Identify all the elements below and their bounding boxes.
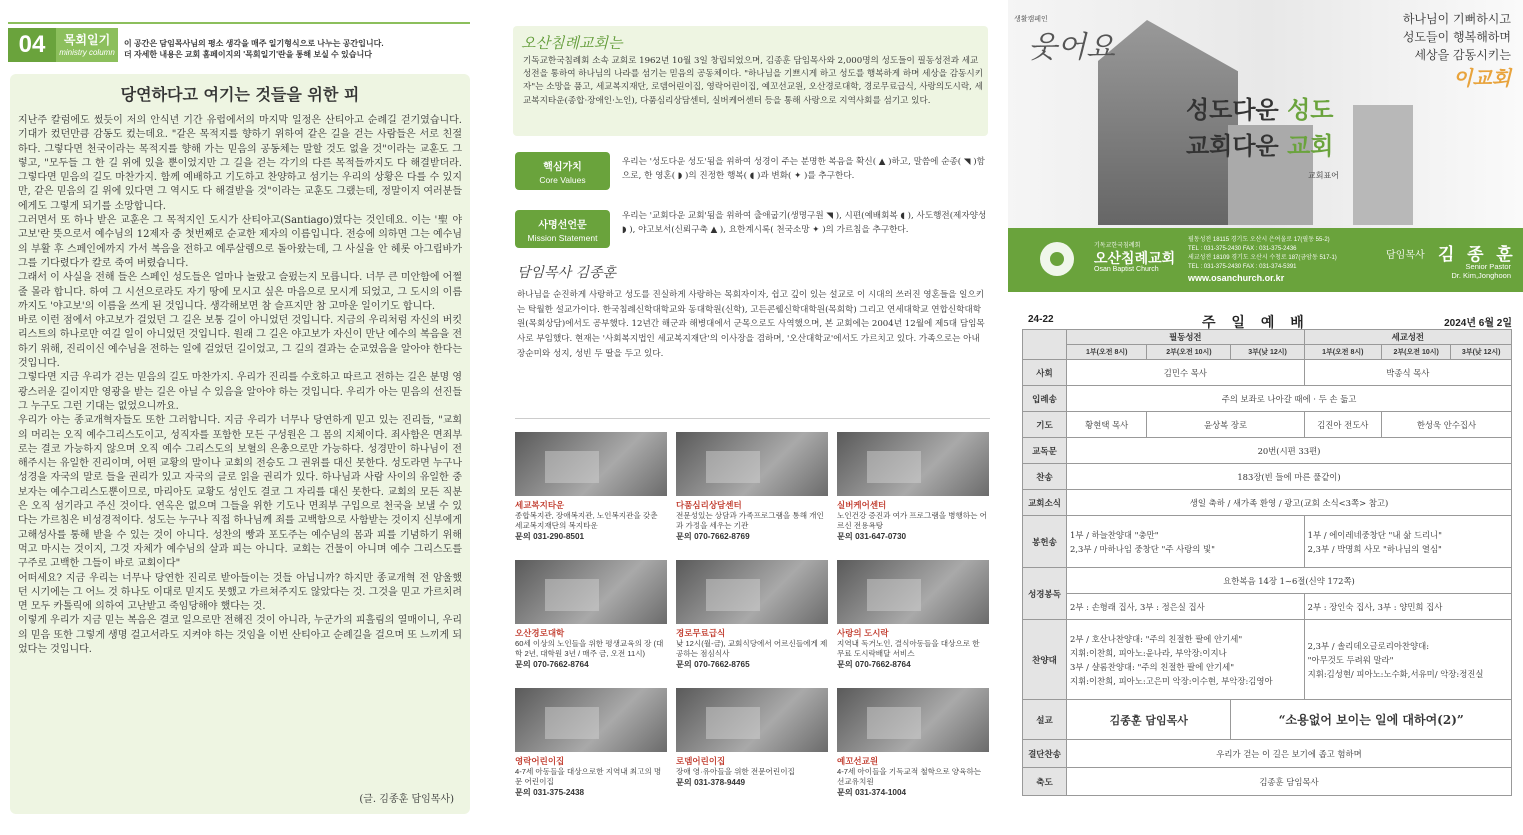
slogan-line-2: 성도들이 행복해하며 bbox=[1402, 30, 1511, 44]
bulletin-cover-page bbox=[1008, 0, 1523, 835]
core-values-label: 핵심가치 bbox=[543, 162, 582, 173]
row-label: 기도 bbox=[1023, 412, 1067, 438]
ministry-desc: 전문성있는 상담과 가족프로그램을 통해 개인과 가정을 세우는 기관 bbox=[676, 511, 824, 530]
row-label: 찬양대 bbox=[1023, 620, 1067, 700]
row-label: 결단찬송 bbox=[1023, 740, 1067, 768]
category-label-en: ministry column bbox=[59, 48, 115, 57]
ministry-card bbox=[837, 560, 989, 688]
closing-hymn: 우리가 걷는 이 길은 보기에 좁고 험하며 bbox=[1067, 740, 1512, 768]
column-header bbox=[8, 22, 470, 66]
ministry-card bbox=[515, 560, 667, 688]
cover-motto bbox=[1186, 92, 1333, 164]
choir-line: 지휘:이찬희, 피아노:고은미 악장:이수현, 부악장:김영아 bbox=[1070, 675, 1273, 686]
prayer-leader: 김진아 전도사 bbox=[1304, 412, 1381, 438]
website: www.osanchurch.or.kr bbox=[1188, 273, 1285, 283]
ministry-photo bbox=[515, 432, 667, 496]
offertory-line: 2,3부 / 마하나임 중창단 "주 사랑의 빛" bbox=[1070, 543, 1215, 554]
choir-1 bbox=[1067, 620, 1305, 700]
ministry-name: 로뎀어린이집 bbox=[676, 756, 726, 766]
ministry-photo bbox=[676, 560, 828, 624]
sermon-preacher: 김종훈 담임목사 bbox=[1067, 700, 1231, 740]
ministry-desc: 60세 이상의 노인들을 위한 평생교육의 장 (대학 2년, 대학원 3년 / 매주 금, 오전 11시) bbox=[515, 639, 664, 658]
ministry-phone: 문의 031-374-1004 bbox=[837, 788, 907, 797]
hymn: 183장(빈 들에 마른 풀같이) bbox=[1067, 464, 1512, 490]
benediction: 김종훈 담임목사 bbox=[1067, 768, 1512, 796]
prayer-leader: 한성욱 안수집사 bbox=[1381, 412, 1511, 438]
column-body: 지난주 칼럼에도 썼듯이 저의 안식년 기간 유럽에서의 마지막 일정은 산티아고 순례길 걷기였습니다. 기대가 컸던만큼 감동도 컸는데요. "같은 목적지를 향하기 위하여 같은 길을 걷는 사람들은 서로 친절하다. 그렇다면 천국이라는 목적지를 향해 가는 믿음의 공동체는 말할 것도 없을 것"이라는 교훈도 그렇고, "모두들 그 한 길 위에 있을 뿐이었지만 그 길을 걷는 각기의 다른 목적들까지도 다 해결받더라. 그렇다면 믿음의 길도 마찬가지. 함께 예배하고 기도하고 찬양하고 섬기는 우리의 상황은 다를 수 있지만, 같은 믿음의 길 위에 있다면 그 역시도 다 해결받을 것"이라는 교훈도 그랬는데, 정말이지 여러분들에게도 그렇게 되기를 소망합니다. 그러면서 또 하나 받은 교훈은 그 목적지인 도시가 산티아고(Santiago)였다는 것인데요. 이는 '聖 야고보'란 뜻으로서 예수님의 12제자 중 첫번째로 순교한 제자의 이름입니다. 전승에 의하면 그는 예수님의 부활 후 스페인에까지 가서 복음을 전하고 예루살렘으로 돌아왔는데, 그 사실을 안 헤롯 아그립바가 그를 기다렸다가 칼로 죽여 버렸습니다. 그래서 이 사실을 전해 들은 스페인 성도들은 얼마나 놀랐고 슬펐는지 모릅니다. 너무 큰 미안함에 어쩔 줄 몰라 합니다. 하여 그 시선으로라도 자기 땅에 모시고 싶은 마음으로 모시게 되었고, 그 도시의 이름까지도 '야고보'의 이름을 쓰게 된 것입니다. 생각해보면 참 슬프지만 참 고마운 일이기도 합니다. 바로 이런 점에서 야고보가 걸었던 그 길은 보통 길이 아니었던 것입니다. 지금의 우리처럼 자신의 버킷리스트의 하나로만 여길 일이 아니었던 것입니다. 원래 그 길은 야고보가 자신이 만난 예수의 복음을 전하기 위해, 진리이신 예수님을 전하는 일에 걸었던 길이었고, 그 길의 결과는 순교였음을 알아야 한다는 것입니다. 그렇다면 지금 우리가 걷는 믿음의 길도 마찬가지. 우리가 진리를 수호하고 따르고 전하는 길은 분명 영광스러운 길이지만 영광을 받는 길은 아닐 수 있음을 알아야 하는 것입니다. 우리가 아는 믿음의 선진들 그 누구도 그런 기대는 없었으니까요. 우리가 아는 종교개혁자들도 또한 그러합니다. 지금 우리가 너무나 당연하게 믿고 있는 진리들, "교회의 머리는 오직 예수그리스도이고, 성직자를 포함한 모든 구성원은 그 몸의 지체이다. 죄사함은 면죄부로는 결코 가능하지 않으며 오직 예수 그리스도의 보혈의 은총으로만 가능하다. 성경만이 하나님이 전해주시는 유일한 진리이며, 어떤 교황의 말이나 교회의 전승도 그 권위를 대신 못한다. 성도라면 누구나 성경을 자국의 말로 들을 권리가 있고 자국의 글로 읽을 권리가 있다. 하나님과 사람 사이의 유일한 중보자는 예수그리스도뿐이므로, 마리아도 교황도 성인도 결코 그 자리를 대신 못한다. 교회의 모든 직분은 오직 섬기라고 주신 것이다. 연옥은 없으며 그들을 위한 기도나 면죄부 구입으로 천국을 보낼 수 있다는 가르침은 비성경적이다. 성도는 누구나 직접 하나님께 죄를 고백함으로 사함받는 것이지 신부에게 고해성사를 통해 받을 수 있는 것이 아니다. 성찬의 빵과 포도주는 예수님의 몸과 피를 기념하기 위해 먹고 마시는 것이지, 그것 자체가 예수님의 살과 피는 아니다. 교회는 건물이 아니며 예수 그리스도를 구주로 고백한 그들이 바로 교회이다" 어떠세요? 지금 우리는 너무나 당연한 진리로 받아들이는 것들 아닙니까? 하지만 종교개혁 전 암울했던 시기에는 그 어느 것 하나도 이대로 믿지도 못했고 가르쳐주지도 않았다는 것. 그것을 믿고 가르치려면 모두 카톨릭에 의하여 고난받고 죽임당해야 했다는 것. 이렇게 우리가 지금 믿는 복음은 결코 일으로만 전해진 것이 아니라, 누군가의 피흘림의 열매이니, 우리의 믿음 또한 그렇게 생명 걸고서라도 지켜야 하는 것임을 이번 산티아고 순례길을 걸으며 또 느끼게 되었다는 것입니다. bbox=[18, 115, 462, 655]
addr1-tel: TEL : 031-375-2430 FAX : 031-375-2436 bbox=[1188, 246, 1297, 252]
column-title: 당연하다고 여기는 것들을 위한 피 bbox=[120, 85, 360, 104]
church-info-page bbox=[505, 0, 995, 835]
row-label: 축도 bbox=[1023, 768, 1067, 796]
ministry-phone: 문의 070-7662-8764 bbox=[515, 660, 589, 669]
motto-2a: 교회다운 bbox=[1186, 132, 1279, 160]
ministry-phone: 문의 070-7662-8765 bbox=[676, 660, 750, 669]
mission-badge bbox=[515, 210, 610, 248]
ministry-photo bbox=[676, 688, 828, 752]
ministry-phone: 문의 070-7662-8769 bbox=[676, 532, 750, 541]
row-label: 성경봉독 bbox=[1023, 568, 1067, 620]
worship-date: 2024년 6월 2일 bbox=[1444, 318, 1512, 329]
presider-1: 김민수 목사 bbox=[1067, 360, 1305, 386]
pastor-bio: 하나님을 순진하게 사랑하고 성도를 진실하게 사랑하는 목회자이자, 쉽고 깊이 있는 설교로 이 시대의 쓰러진 영혼들을 일으키는 탁월한 설교가이다. 한국침례신학대학교와 동대학원(신학), 고든콘웰신학대학원(목회학) 그리고 연세대학교 연합신학대학원(목회상담)에서도 공부했다. 12년간 해군과 해병대에서 군목으로도 사역했으며, 본 교회에는 2004년 12월에 제5대 담임목사로 부임했다. 현재는 '사회복지법인 세교복지재단'의 이사장을 겸하며, '오산대학교'에서도 가르치고 있다. 가족으로는 아내 장순미와 성지, 성빈 두 딸을 두고 있다. bbox=[517, 290, 985, 359]
service-header: 1부(오전 8시) bbox=[1067, 345, 1147, 360]
sermon-title: “소용없어 보이는 일에 대하여(2)” bbox=[1231, 700, 1512, 740]
header-rule bbox=[8, 22, 470, 24]
ministry-name: 세교복지타운 bbox=[515, 500, 565, 510]
ministry-name: 경로무료급식 bbox=[676, 628, 726, 638]
building-image bbox=[1353, 105, 1413, 225]
church-info-band bbox=[1008, 228, 1523, 292]
cover-image bbox=[1008, 0, 1523, 292]
addr2-tel: TEL : 031-375-2430 FAX : 031-374-5391 bbox=[1188, 264, 1297, 270]
sr-en-1: Senior Pastor bbox=[1465, 262, 1511, 271]
motto-1b: 성도 bbox=[1287, 96, 1334, 124]
ministry-photo bbox=[515, 560, 667, 624]
church-news: 생일 축하 / 새가족 환영 / 광고(교회 소식<3쪽> 참고) bbox=[1067, 490, 1512, 516]
mission-label: 사명선언문 bbox=[538, 220, 587, 231]
row-label: 사회 bbox=[1023, 360, 1067, 386]
ministry-desc: 낮 12시(월-금), 교회식당에서 어르신들에게 제공하는 점심식사 bbox=[676, 639, 828, 658]
ministry-phone: 문의 031-290-8501 bbox=[515, 532, 585, 541]
mission-text: 우리는 '교회다운 교회'됨을 위하여 출애굽기(생명구원 ◥ ), 시편(예배회복 ◖ ), 사도행전(제자양성 ◗ ), 야고보서(신뢰구축 ▲ ), 요한계시록( 천국소망 ✦ )의 가르침을 추구한다. bbox=[622, 211, 987, 235]
church-logo-icon bbox=[1040, 242, 1074, 276]
ministry-desc: 지역내 독거노인, 결식아동들을 대상으로 한 무료 도시락배달 서비스 bbox=[837, 639, 980, 658]
choir-line: 지휘:김성현/ 피아노:노수화,서유미/ 악장:정진실 bbox=[1307, 668, 1484, 679]
choir-line: 3부 / 샬롬찬양대: "주의 친절한 팔에 안기세" bbox=[1070, 661, 1235, 672]
category-label: 목회일기 bbox=[63, 33, 111, 47]
column-signature: (글. 김종훈 담임목사) bbox=[359, 794, 454, 805]
choir-line: 2,3부 / 솔리데오글로리아찬양대: bbox=[1307, 640, 1430, 651]
header-line-2: 더 자세한 내용은 교회 홈페이지의 '목회일기'란을 통해 보실 수 있습니다 bbox=[124, 50, 372, 59]
campaign-label: 생활캠페인 bbox=[1014, 16, 1048, 23]
call-to-worship: 주의 보좌로 나아갈 때에 · 두 손 듦고 bbox=[1067, 386, 1512, 412]
row-label: 교독문 bbox=[1023, 438, 1067, 464]
row-label: 입례송 bbox=[1023, 386, 1067, 412]
page-number: 04 bbox=[8, 28, 56, 62]
ministry-card bbox=[676, 432, 828, 560]
worship-title: 주 일 예 배 bbox=[1202, 314, 1310, 330]
ministry-name: 오산경로대학 bbox=[515, 628, 565, 638]
ministry-column-page bbox=[0, 0, 470, 835]
choir-2 bbox=[1304, 620, 1511, 700]
ministry-card bbox=[837, 432, 989, 560]
slogan-line-3: 세상을 감동시키는 bbox=[1414, 48, 1511, 62]
pastor-title: 담임목사 김종훈 bbox=[517, 265, 617, 281]
ministry-phone: 문의 031-378-9449 bbox=[676, 778, 746, 787]
slogan bbox=[1403, 10, 1511, 64]
ministry-photo bbox=[515, 688, 667, 752]
choir-line: 지휘:이찬희, 피아노:윤나라, 부악장:이지나 bbox=[1070, 647, 1227, 658]
week-number: 24-22 bbox=[1028, 314, 1054, 325]
responsive-reading: 20번(시편 33편) bbox=[1067, 438, 1512, 464]
ministry-photo bbox=[837, 432, 989, 496]
ministry-desc: 장애 영·유아들을 위한 전문어린이집 bbox=[676, 767, 795, 776]
motto-1a: 성도다운 bbox=[1186, 96, 1279, 124]
ministry-name: 영락어린이집 bbox=[515, 756, 565, 766]
addr2: 18109 경기도 오산시 수청로 187(금암동 517-1) bbox=[1212, 255, 1337, 261]
core-values-text: 우리는 '성도다운 성도'됨을 위하여 성경이 주는 분명한 복음을 확신( ▲ )하고, 말씀에 순종( ◥ )함으로, 한 영혼( ◗ )의 진정한 행복( ◖ )과 변화( ✦ )를 추구한다. bbox=[622, 157, 985, 181]
ministry-desc: 4-7세 아이들을 기독교적 철학으로 양육하는 선교유치원 bbox=[837, 767, 982, 786]
row-label: 봉헌송 bbox=[1023, 516, 1067, 568]
ministry-name: 실버케어센터 bbox=[837, 500, 887, 510]
campaign-mark: 웃어요 bbox=[1028, 30, 1115, 65]
scripture-reader-1: 2부 : 손형래 집사, 3부 : 정은실 집사 bbox=[1067, 594, 1305, 620]
ministry-card bbox=[676, 560, 828, 688]
ministry-photo bbox=[676, 432, 828, 496]
service-header: 3부(낮 12시) bbox=[1231, 345, 1304, 360]
worship-order-table bbox=[1022, 329, 1512, 796]
ministry-card bbox=[676, 688, 828, 816]
motto-caption: 교회표어 bbox=[1308, 171, 1339, 180]
row-label: 찬송 bbox=[1023, 464, 1067, 490]
ministry-desc: 4-7세 아동들을 대상으로한 지역내 최고의 명문 어린이집 bbox=[515, 767, 662, 786]
senior-pastor-label: 담임목사 bbox=[1386, 250, 1425, 261]
addr1-title: 필동성전 bbox=[1188, 237, 1212, 243]
service-header: 2부(오전 10시) bbox=[1147, 345, 1231, 360]
mission-label-en: Mission Statement bbox=[527, 233, 598, 243]
category-badge bbox=[56, 28, 118, 62]
ministry-photo bbox=[837, 560, 989, 624]
senior-pastor-en bbox=[1451, 262, 1511, 280]
offertory-line: 2,3부 / 박명희 사모 "하나님의 열심" bbox=[1307, 543, 1442, 554]
row-label: 교회소식 bbox=[1023, 490, 1067, 516]
offertory-2 bbox=[1304, 516, 1511, 568]
campus-header: 세교성전 bbox=[1304, 330, 1511, 345]
ministry-name: 다품심리상담센터 bbox=[676, 500, 742, 510]
slogan-line-1: 하나님이 기뻐하시고 bbox=[1402, 12, 1511, 26]
church-intro-text: 기독교한국침례회 소속 교회로 1962년 10월 3일 창립되었으며, 김종훈 담임목사와 2,000명의 성도들이 필동성전과 세교성전을 통하여 하나님의 나라를 섬기는 믿음의 공동체이다. "하나님을 기쁘시게 하고 성도를 행복하게 하며 세상을 감동시키자"는 소망을 품고, 세교복지재단, 로뎀어린이집, 영락어린이집, 예꼬선교원, 오산경로대학, 경로무료급식, 사랑의도시락, 세교복지타운(종합·장애인·노인), 다품심리상담센터, 실버케어센터 등을 통해 사랑으로 지역사회를 섬기고 있다. bbox=[523, 56, 984, 106]
service-header: 2부(오전 10시) bbox=[1381, 345, 1450, 360]
denomination: 기독교한국침례회 bbox=[1094, 243, 1141, 249]
church-intro-title: 오산침례교회는 bbox=[521, 34, 623, 52]
sr-en-2: Dr. Kim,Jonghoon bbox=[1451, 271, 1511, 280]
ministry-desc: 노인건강 증진과 여가 프로그램을 병행하는 어르신 전용욕탕 bbox=[837, 511, 987, 530]
ministry-phone: 문의 031-647-0730 bbox=[837, 532, 907, 541]
ministry-phone: 문의 070-7662-8764 bbox=[837, 660, 911, 669]
choir-line: 2부 / 호산나찬양대: "주의 친절한 팔에 안기세" bbox=[1070, 633, 1243, 644]
offertory-1 bbox=[1067, 516, 1305, 568]
church-name-en: Osan Baptist Church bbox=[1094, 266, 1159, 273]
church-name: 오산침례교회 bbox=[1094, 250, 1176, 266]
choir-line: "아무것도 두려워 말라" bbox=[1307, 654, 1394, 665]
service-header: 1부(오전 8시) bbox=[1304, 345, 1381, 360]
corner-cell bbox=[1023, 330, 1067, 360]
ministry-name: 예꼬선교원 bbox=[837, 756, 879, 766]
offertory-line: 1부 / 에이레네중창단 "내 삶 드리니" bbox=[1307, 529, 1442, 540]
core-values-label-en: Core Values bbox=[539, 175, 586, 185]
motto-2b: 교회 bbox=[1287, 132, 1334, 160]
senior-pastor-name: 김 종 훈 bbox=[1438, 245, 1517, 264]
campus-header: 필동성전 bbox=[1067, 330, 1305, 345]
presider-2: 박종식 목사 bbox=[1304, 360, 1511, 386]
prayer-leader: 윤상복 장로 bbox=[1147, 412, 1304, 438]
church-address bbox=[1188, 236, 1337, 283]
ministry-desc: 종합복지관, 장애복지관, 노인복지관을 갖춘 세교복지재단의 복지타운 bbox=[515, 511, 658, 530]
ministry-card bbox=[515, 432, 667, 560]
header-description bbox=[124, 38, 384, 60]
core-values-badge bbox=[515, 152, 610, 190]
ministry-card bbox=[837, 688, 989, 816]
slogan-logo: 이교회 bbox=[1453, 66, 1511, 90]
scripture-reader-2: 2부 : 장인숙 집사, 3부 : 양민희 집사 bbox=[1304, 594, 1511, 620]
ministry-phone: 문의 031-375-2438 bbox=[515, 788, 585, 797]
section-divider bbox=[515, 418, 990, 419]
ministry-card bbox=[515, 688, 667, 816]
ministry-name: 사랑의 도시락 bbox=[837, 628, 889, 638]
scripture: 요한복음 14장 1~6절(신약 172쪽) bbox=[1067, 568, 1512, 594]
addr2-title: 세교성전 bbox=[1188, 255, 1212, 261]
prayer-leader: 황현택 목사 bbox=[1067, 412, 1147, 438]
service-header: 3부(낮 12시) bbox=[1451, 345, 1512, 360]
header-line-1: 이 공간은 담임목사님의 평소 생각을 매주 일기형식으로 나누는 공간입니다. bbox=[124, 39, 384, 48]
addr1: 18115 경기도 오산시 은여울로 17(필동 55-2) bbox=[1212, 237, 1330, 243]
ministry-photo bbox=[837, 688, 989, 752]
offertory-line: 1부 / 하늘찬양대 "충만" bbox=[1070, 529, 1159, 540]
row-label: 설교 bbox=[1023, 700, 1067, 740]
